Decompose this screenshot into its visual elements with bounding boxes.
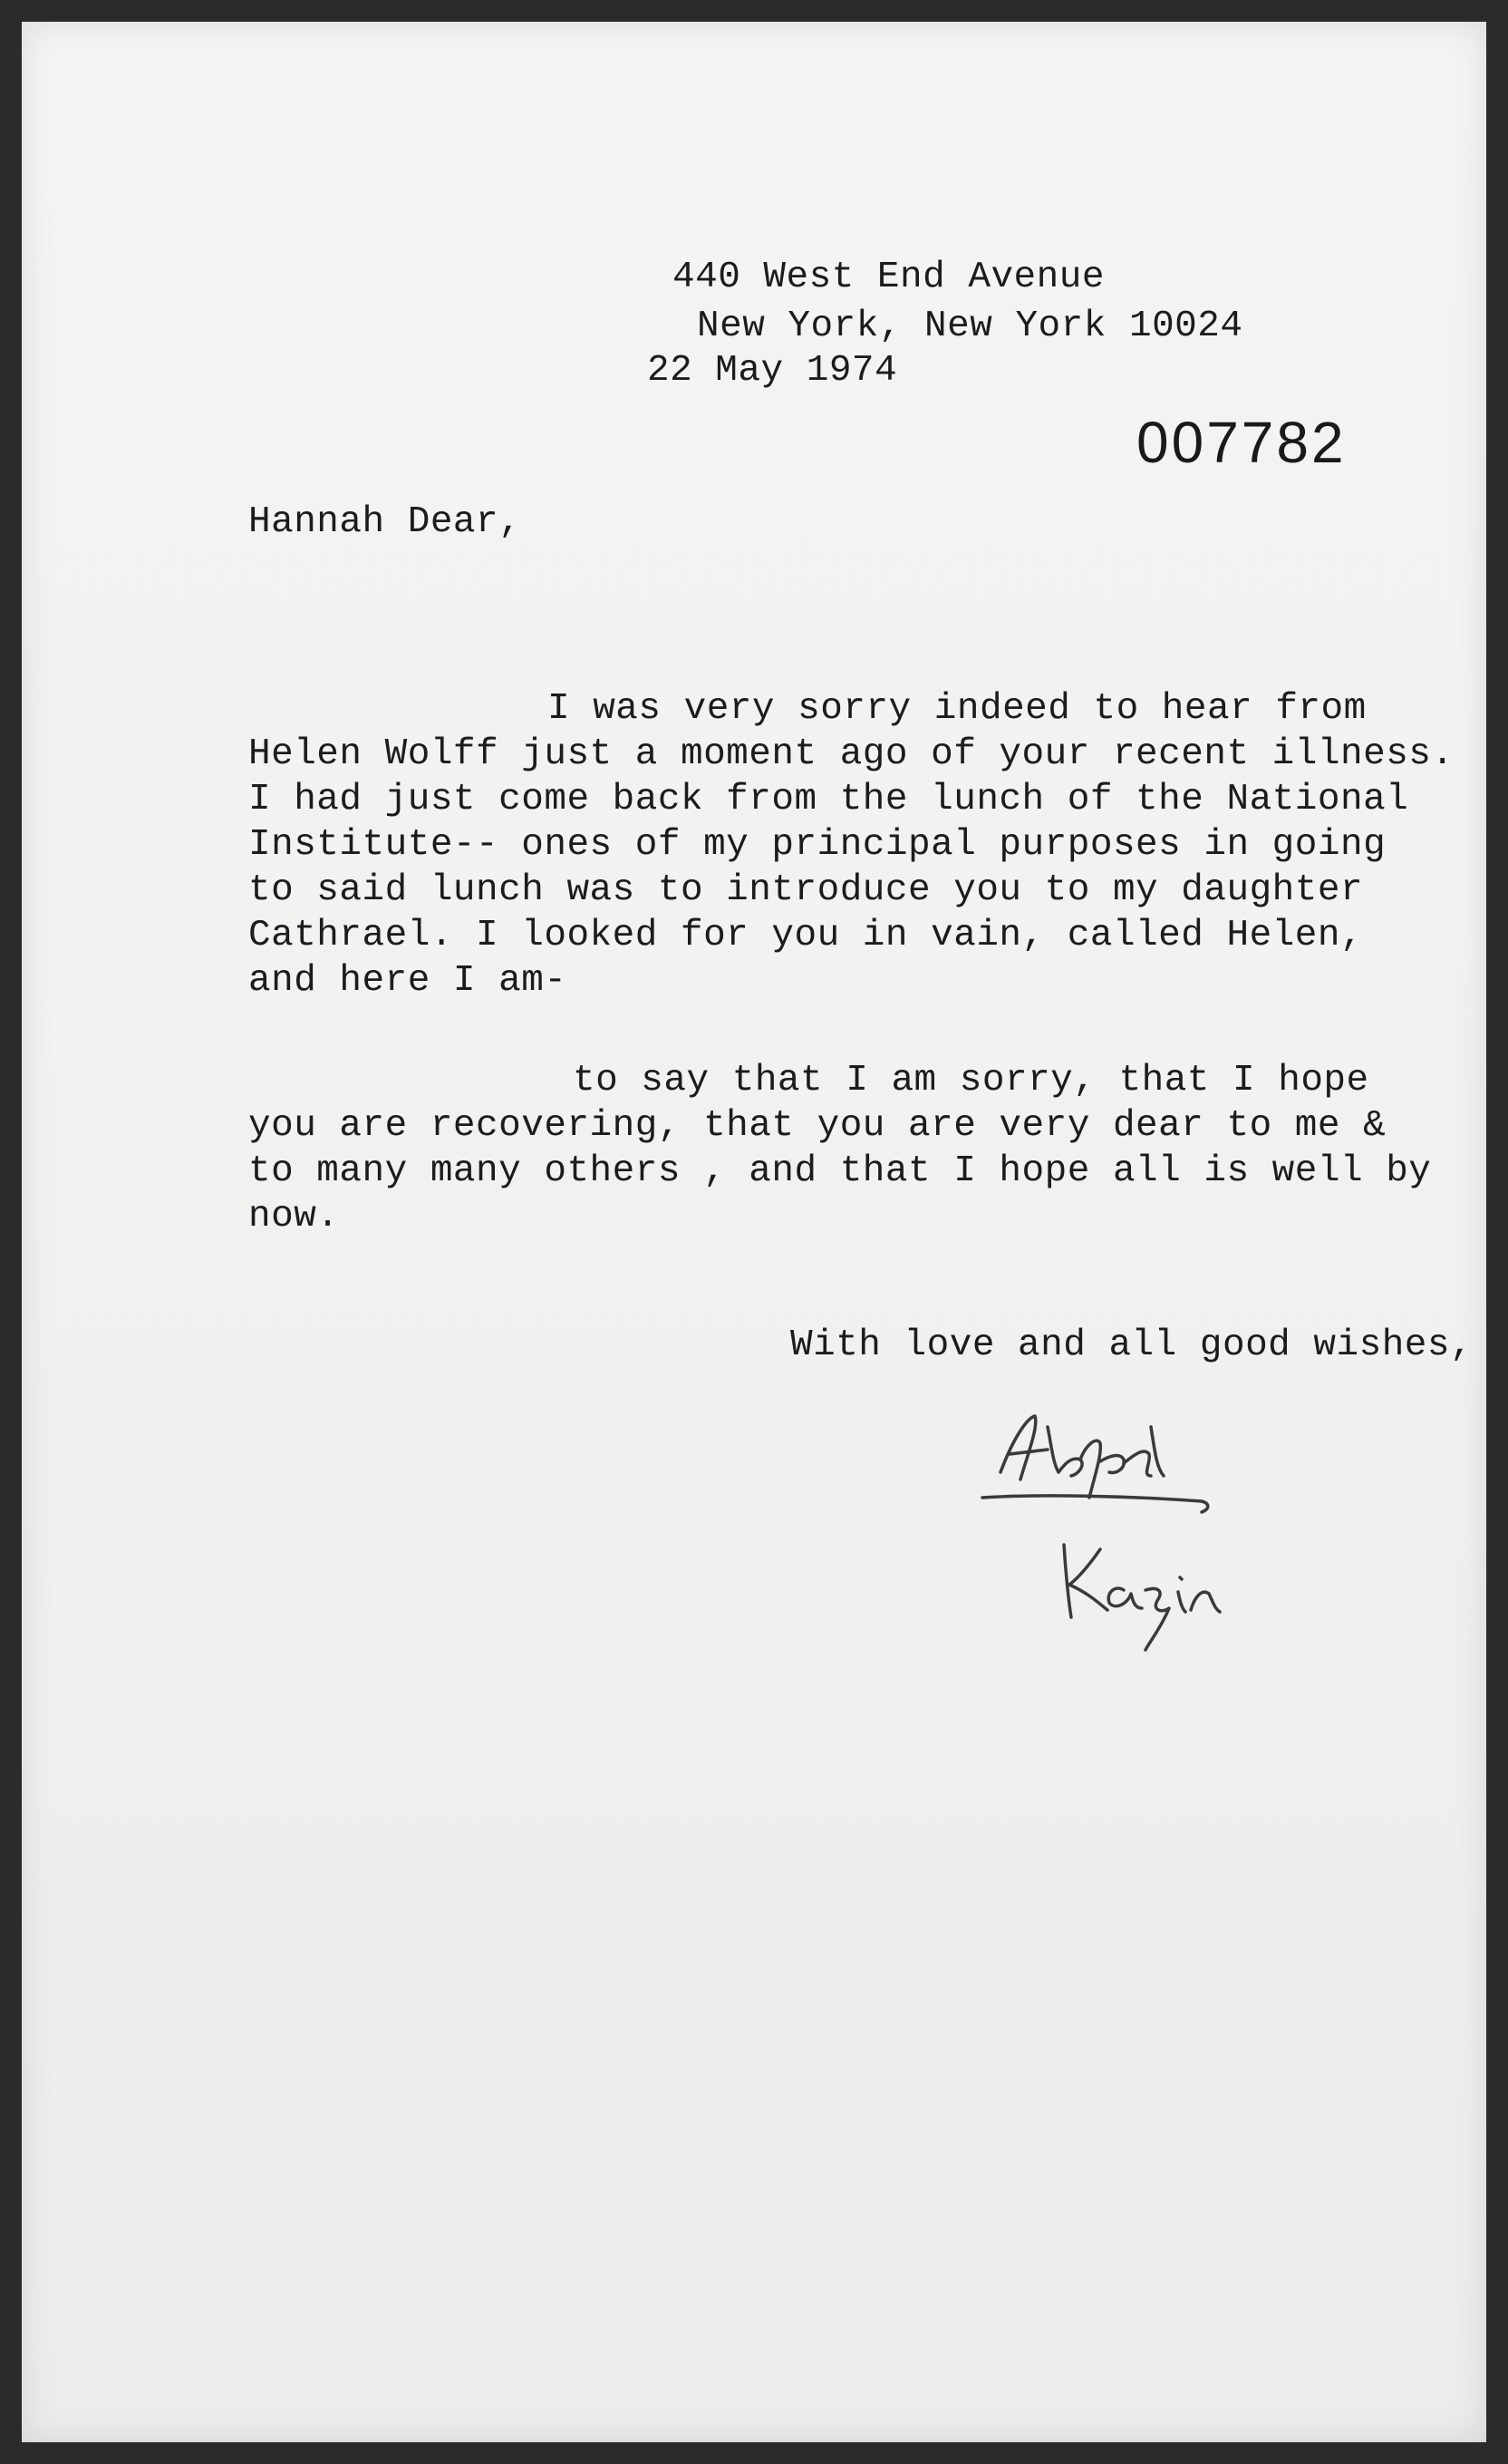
address-line-1: 440 West End Avenue [672,257,1105,298]
paragraph-1-line: I was very sorry indeed to hear from [547,688,1367,730]
paragraph-1-line: I had just come back from the lunch of the National [248,779,1409,820]
paragraph-2-line: now. [248,1196,340,1237]
letter-date: 22 May 1974 [647,350,898,392]
archive-number: 007782 [1136,410,1347,475]
paragraph-1-line: and here I am- [248,960,567,1002]
paragraph-1-line: Institute-- ones of my principal purposes in going [248,824,1387,866]
paragraph-1-line: to said lunch was to introduce you to my daughter [248,869,1364,911]
signature-drawing [964,1400,1381,1672]
signature-last-name [1381,1400,1382,1401]
closing: With love and all good wishes, [790,1324,1474,1366]
salutation: Hannah Dear, [248,501,522,543]
paragraph-2-line: to say that I am sorry, that I hope [573,1060,1369,1101]
paragraph-1-line: Helen Wolff just a moment ago of your recent illness. [248,733,1455,775]
letter-page [22,22,1486,2442]
address-line-2: New York, New York 10024 [697,306,1243,347]
paragraph-1-line: Cathrael. I looked for you in vain, called Helen, [248,915,1364,956]
paragraph-2-line: to many many others , and that I hope all is well by [248,1150,1432,1192]
handwritten-signature [964,1400,1381,1672]
signature-first-name [1381,1400,1382,1401]
paragraph-2-line: you are recovering, that you are very dear to me & [248,1105,1387,1147]
